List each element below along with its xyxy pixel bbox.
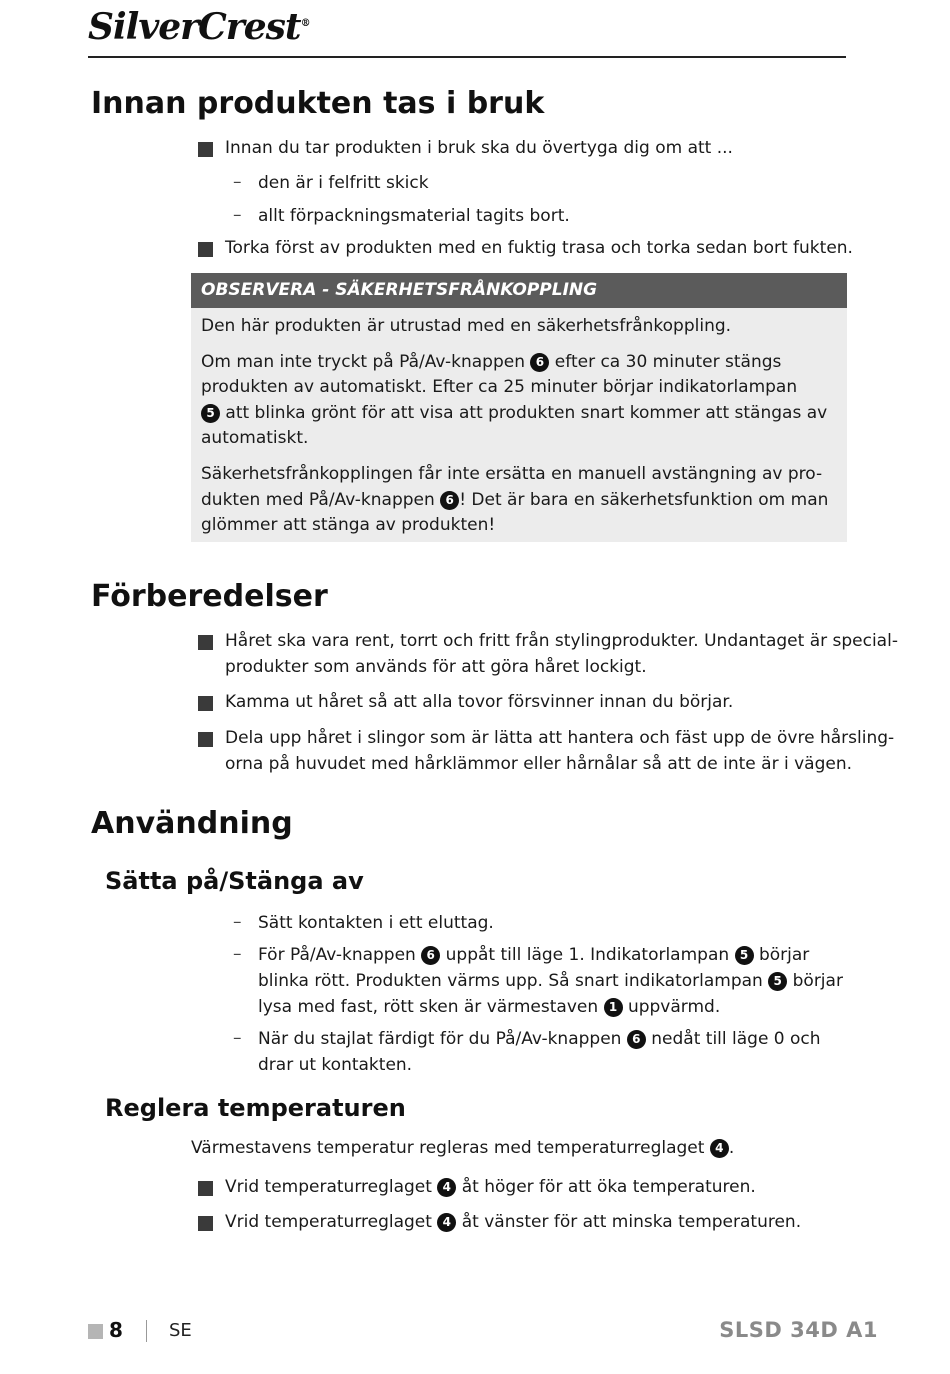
dash-item-text: lysa med fast, rött sken är värmestaven 1 uppvärmd. (258, 997, 721, 1017)
dash-marker: – (233, 172, 242, 192)
footer-square (88, 1324, 103, 1339)
ref-number-icon: 1 (604, 998, 623, 1017)
ref-number-icon: 5 (201, 404, 220, 423)
ref-number-icon: 4 (437, 1178, 456, 1197)
language-code: SE (169, 1320, 192, 1341)
subheading-temperature: Reglera temperaturen (105, 1094, 406, 1122)
ref-number-icon: 4 (437, 1213, 456, 1232)
ref-number-icon: 6 (440, 491, 459, 510)
dash-marker: – (233, 944, 242, 964)
paragraph-text: Värmestavens temperatur regleras med temperaturreglaget 4 . (191, 1138, 735, 1158)
bullet-square (198, 1216, 213, 1231)
bullet-text: Kamma ut håret så att alla tovor försvinner innan du börjar. (225, 692, 734, 712)
notice-text: 5 att blinka grönt för att visa att produkten snart kommer att stängas av (201, 401, 827, 427)
brand-logo: SilverCrest® (88, 6, 310, 48)
bullet-square (198, 635, 213, 650)
dash-marker: – (233, 1028, 242, 1048)
ref-number-icon: 4 (710, 1139, 729, 1158)
dash-item-text: Sätt kontakten i ett eluttag. (258, 913, 494, 933)
ref-number-icon: 5 (735, 946, 754, 965)
dash-item-text: allt förpackningsmaterial tagits bort. (258, 206, 570, 226)
bullet-text: Håret ska vara rent, torrt och fritt från stylingprodukter. Undantaget är special- (225, 631, 898, 651)
notice-box (191, 273, 847, 542)
bullet-text: Torka först av produkten med en fuktig trasa och torka sedan bort fukten. (225, 238, 853, 258)
bullet-text: produkter som används för att göra håret lockigt. (225, 657, 647, 677)
ref-number-icon: 5 (768, 972, 787, 991)
heading-preparations: Förberedelser (91, 579, 328, 614)
notice-text: produkten av automatiskt. Efter ca 25 minuter börjar indikatorlampan (201, 377, 798, 397)
notice-header (191, 273, 847, 308)
dash-item-text: När du stajlat färdigt för du På/Av-knappen 6 nedåt till läge 0 och (258, 1029, 821, 1049)
notice-text: automatiskt. (201, 428, 309, 448)
heading-usage: Användning (91, 806, 293, 841)
header-rule (88, 56, 846, 58)
notice-text: Den här produkten är utrustad med en säkerhetsfrånkoppling. (201, 316, 732, 336)
ref-number-icon: 6 (627, 1030, 646, 1049)
notice-text: glömmer att stänga av produkten! (201, 515, 496, 535)
bullet-text: Dela upp håret i slingor som är lätta att hantera och fäst upp de övre hårsling- (225, 728, 895, 748)
bullet-square (198, 696, 213, 711)
model-number: SLSD 34D A1 (719, 1318, 878, 1342)
ref-number-icon: 6 (530, 353, 549, 372)
bullet-text: orna på huvudet med hårklämmor eller hårnålar så att de inte är i vägen. (225, 754, 853, 774)
bullet-square (198, 142, 213, 157)
subheading-on-off: Sätta på/Stänga av (105, 867, 364, 895)
bullet-text: Vrid temperaturreglaget 4 åt höger för att öka temperaturen. (225, 1177, 756, 1197)
notice-text: dukten med På/Av-knappen 6 ! Det är bara en säkerhetsfunktion om man (201, 490, 829, 510)
dash-item-text: den är i felfritt skick (258, 173, 429, 193)
bullet-square (198, 1181, 213, 1196)
dash-marker: – (233, 912, 242, 932)
footer-divider (146, 1320, 147, 1342)
notice-text: Säkerhetsfrånkopplingen får inte ersätta en manuell avstängning av pro- (201, 464, 823, 484)
bullet-square (198, 242, 213, 257)
bullet-text: Vrid temperaturreglaget 4 åt vänster för att minska temperaturen. (225, 1212, 802, 1232)
bullet-text: Innan du tar produkten i bruk ska du övertyga dig om att ... (225, 138, 733, 158)
dash-item-text: drar ut kontakten. (258, 1055, 413, 1075)
notice-text: Om man inte tryckt på På/Av-knappen 6 efter ca 30 minuter stängs (201, 352, 782, 372)
bullet-square (198, 732, 213, 747)
page-number: 8 (109, 1318, 123, 1342)
dash-marker: – (233, 205, 242, 225)
heading-before-use: Innan produkten tas i bruk (91, 86, 545, 121)
dash-item-text: För På/Av-knappen 6 uppåt till läge 1. Indikatorlampan 5 börjar (258, 945, 810, 965)
ref-number-icon: 6 (421, 946, 440, 965)
dash-item-text: blinka rött. Produkten värms upp. Så snart indikatorlampan 5 börjar (258, 971, 843, 991)
notice-title: OBSERVERA - SÄKERHETSFRÅNKOPPLING (201, 280, 598, 300)
